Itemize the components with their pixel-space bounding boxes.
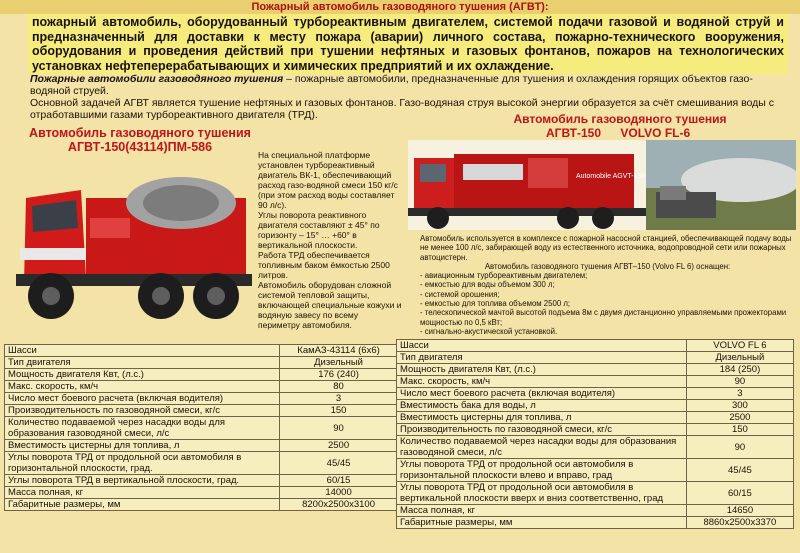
spec-value: КамАЗ-43114 (6х6) bbox=[280, 345, 398, 357]
left-note-item: Углы поворота реактивного двигателя составляют ± 45° по горизонту – 15° … +60° в вертикальной плоскости. bbox=[258, 210, 380, 250]
right-note-item: - телескопической мачтой высотой подъема 8м с двумя дистанционно управляемыми прожекторами мощностью по 0,5 кВт; bbox=[420, 308, 787, 327]
spec-label: Габаритные размеры, мм bbox=[397, 517, 687, 529]
spec-label: Производительность по газоводяной смеси, кг/с bbox=[5, 405, 280, 417]
spec-value: 300 bbox=[686, 400, 793, 412]
spec-value: 45/45 bbox=[686, 459, 793, 482]
spec-row bbox=[397, 400, 794, 412]
spec-value: 8860х2500х3370 bbox=[686, 517, 793, 529]
spec-value: Дизельный bbox=[280, 357, 398, 369]
spec-label: Шасси bbox=[5, 345, 280, 357]
spec-value: 14650 bbox=[686, 505, 793, 517]
spec-label: Количество подаваемой через насадки воды для образования газоводяной смеси, л/с bbox=[5, 417, 280, 440]
spec-row bbox=[397, 412, 794, 424]
right-caption-models bbox=[546, 126, 796, 140]
spec-row bbox=[5, 452, 398, 475]
right-caption-chassis: VOLVO FL-6 bbox=[620, 126, 691, 140]
left-note-item: Автомобиль оборудован сложной системой тепловой защиты, включающей специальные кожухи и водяную завесу по всему периметру автомобиля. bbox=[258, 280, 402, 330]
left-description bbox=[258, 150, 402, 330]
volvo-truck-image bbox=[408, 140, 646, 230]
right-note-heading: Автомобиль газоводяного тушения АГВТ–150 (Volvo FL 6) оснащен: bbox=[484, 261, 731, 271]
spec-row bbox=[397, 424, 794, 436]
right-note-item: - системой орошения; bbox=[420, 289, 500, 299]
spec-label: Масса полная, кг bbox=[397, 505, 687, 517]
spec-row bbox=[5, 499, 398, 511]
spec-row bbox=[397, 352, 794, 364]
right-note-item: - емкостью для топлива объемом 2500 л; bbox=[420, 299, 571, 309]
spec-value: 184 (250) bbox=[686, 364, 793, 376]
spec-row bbox=[5, 440, 398, 452]
right-spec-table bbox=[396, 339, 794, 529]
field-photo-image bbox=[646, 140, 796, 230]
spec-value: 90 bbox=[280, 417, 398, 440]
spec-label: Вместимость цистерны для топлива, л bbox=[397, 412, 687, 424]
truck-side-text: Automobile AGVT-150 bbox=[576, 173, 646, 180]
spec-label: Тип двигателя bbox=[397, 352, 687, 364]
right-caption-model: АГВТ-150 bbox=[546, 126, 602, 140]
spec-label: Макс. скорость, км/ч bbox=[5, 381, 280, 393]
spec-value: 2500 bbox=[686, 412, 793, 424]
spec-value: 45/45 bbox=[280, 452, 398, 475]
spec-value: 60/15 bbox=[280, 475, 398, 487]
spec-row bbox=[5, 405, 398, 417]
right-note-item: - сигнально-акустической установкой. bbox=[420, 326, 558, 336]
spec-value: 14000 bbox=[280, 487, 398, 499]
intro-line2: Основной задачей АГВТ является тушение нефтяных и газовых фонтанов. Газо-водяная струя высокой энергии образуется за счёт смешивания воды с отработавшими газами турбореактивного двигателя (ТРД). bbox=[30, 97, 774, 121]
spec-row bbox=[5, 369, 398, 381]
spec-value: VOLVO FL 6 bbox=[686, 340, 793, 352]
spec-label: Углы поворота ТРД от продольной оси автомобиля в горизонтальной плоскости влево и вправо, град bbox=[397, 459, 687, 482]
intro-line1: – пожарные автомобили, предназначенные для тушения и охлаждения горящих объектов газо-водяной струей. bbox=[30, 73, 753, 97]
spec-label: Вместимость цистерны для топлива, л bbox=[5, 440, 280, 452]
left-note-item: Работа ТРД обеспечивается топливным баком ёмкостью 2500 литров. bbox=[258, 250, 390, 280]
spec-row bbox=[5, 393, 398, 405]
spec-value: 60/15 bbox=[686, 482, 793, 505]
spec-row bbox=[397, 482, 794, 505]
spec-label: Углы поворота ТРД от продольной оси автомобиля в горизонтальной плоскости, град. bbox=[5, 452, 280, 475]
right-description bbox=[420, 234, 795, 336]
spec-value: 80 bbox=[280, 381, 398, 393]
spec-label: Количество подаваемой через насадки воды для образования газоводяной смеси, л/с bbox=[397, 436, 687, 459]
spec-value: 2500 bbox=[280, 440, 398, 452]
spec-row bbox=[397, 388, 794, 400]
right-note-intro: Автомобиль используется в комплексе с пожарной насосной станцией, обеспечивающей подачу воды не менее 100 л/с, забирающей воду из естественного источника, водопроводной сети или пожарных автоцистерн. bbox=[420, 234, 792, 262]
spec-label: Мощность двигателя Квт, (л.с.) bbox=[5, 369, 280, 381]
spec-row bbox=[5, 417, 398, 440]
spec-label: Шасси bbox=[397, 340, 687, 352]
spec-row bbox=[397, 459, 794, 482]
spec-value: 3 bbox=[686, 388, 793, 400]
left-spec-table bbox=[4, 344, 398, 511]
right-note-item: - емкостью для воды объемом 300 л; bbox=[420, 280, 555, 290]
left-caption: Автомобиль газоводяного тушения АГВТ-150(43114)ПМ-586 bbox=[29, 126, 251, 154]
spec-label: Мощность двигателя Квт, (л.с.) bbox=[397, 364, 687, 376]
spec-value: 150 bbox=[280, 405, 398, 417]
spec-value: 8200х2500х3100 bbox=[280, 499, 398, 511]
spec-label: Углы поворота ТРД от продольной оси автомобиля в вертикальной плоскости вверх и вниз соответственно, град bbox=[397, 482, 687, 505]
spec-row bbox=[5, 345, 398, 357]
spec-value: 176 (240) bbox=[280, 369, 398, 381]
spec-label: Углы поворота ТРД в вертикальной плоскости, град. bbox=[5, 475, 280, 487]
spec-row bbox=[5, 475, 398, 487]
spec-row bbox=[5, 381, 398, 393]
spec-label: Вместимость бака для воды, л bbox=[397, 400, 687, 412]
spec-value: 90 bbox=[686, 436, 793, 459]
spec-row bbox=[397, 376, 794, 388]
spec-row bbox=[397, 436, 794, 459]
right-caption: Автомобиль газоводяного тушения bbox=[513, 112, 727, 126]
right-note-item: - авиационным турбореактивным двигателем; bbox=[420, 271, 588, 281]
spec-row bbox=[397, 505, 794, 517]
kamaz-truck-image bbox=[6, 158, 256, 330]
spec-label: Производительность по газоводяной смеси, кг/с bbox=[397, 424, 687, 436]
spec-label: Число мест боевого расчета (включая водителя) bbox=[397, 388, 687, 400]
spec-label: Масса полная, кг bbox=[5, 487, 280, 499]
spec-label: Тип двигателя bbox=[5, 357, 280, 369]
spec-label: Число мест боевого расчета (включая водителя) bbox=[5, 393, 280, 405]
spec-label: Габаритные размеры, мм bbox=[5, 499, 280, 511]
spec-label: Макс. скорость, км/ч bbox=[397, 376, 687, 388]
spec-value: 90 bbox=[686, 376, 793, 388]
spec-row bbox=[397, 517, 794, 529]
spec-row bbox=[397, 364, 794, 376]
spec-value: 3 bbox=[280, 393, 398, 405]
spec-value: 150 bbox=[686, 424, 793, 436]
document-title: Пожарный автомобиль газоводяного тушения (АГВТ): bbox=[0, 0, 800, 14]
definition-text: пожарный автомобиль, оборудованный турбореактивным двигателем, системой подачи газовой и водяной струй и предназначенный для доставки к месту пожара (аварии) личного состава, пожарно-технического вооружения, оборудования и проведения действий при тушении нефтяных и газовых фонтанов, пожаров на технологических установках нефтеперерабатывающих и химических предприятий и их охлаждение. bbox=[28, 14, 788, 74]
spec-row bbox=[5, 357, 398, 369]
spec-value: Дизельный bbox=[686, 352, 793, 364]
left-note-item: На специальной платформе установлен турбореактивный двигатель ВК-1, обеспечивающий расход газо-водяной смеси 150 кг/с (при этом расход воды составляет 90 л/с). bbox=[258, 150, 398, 210]
intro-term: Пожарные автомобили газоводяного тушения bbox=[30, 73, 284, 85]
spec-row bbox=[397, 340, 794, 352]
spec-row bbox=[5, 487, 398, 499]
